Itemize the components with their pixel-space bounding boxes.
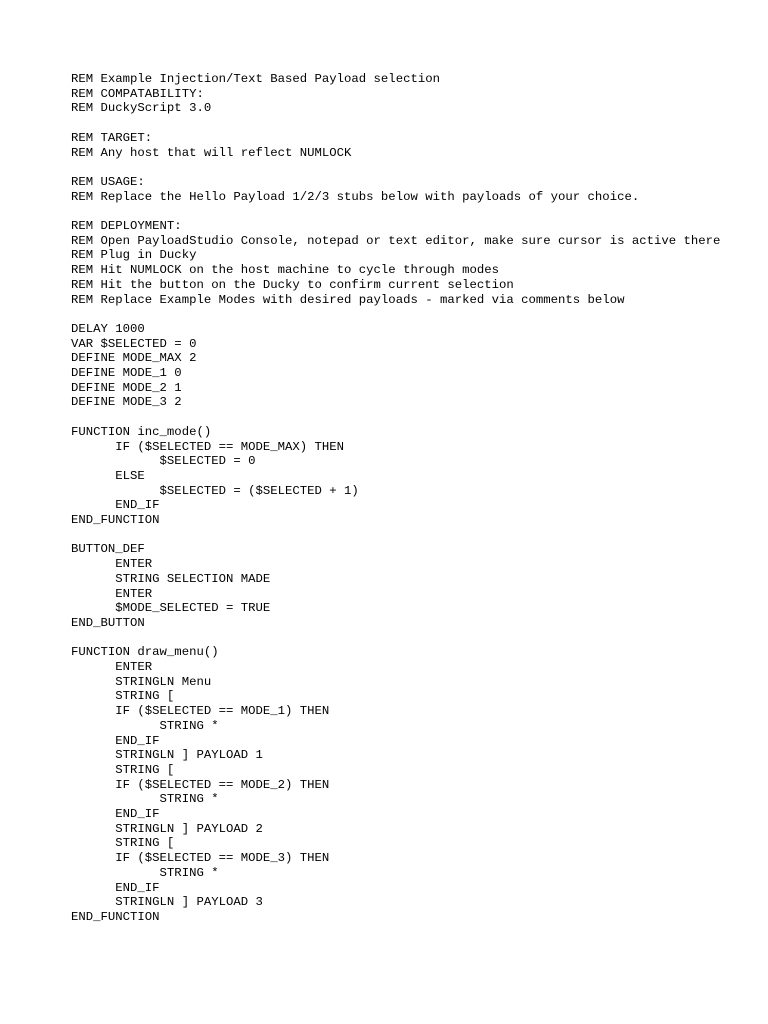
script-line: END_IF [71,807,160,822]
script-text [71,72,731,925]
script-line: ENTER [71,586,153,601]
script-line: REM USAGE: [71,174,145,189]
script-line: REM Plug in Ducky [71,248,197,263]
script-line: FUNCTION draw_menu() [71,645,219,660]
script-line: STRING * [71,792,219,807]
document-page [71,72,731,925]
script-line: STRING [ [71,762,175,777]
blank-line [71,631,731,646]
script-line: REM Hit the button on the Ducky to confirm current selection [71,277,514,292]
script-line: STRING SELECTION MADE [71,571,271,586]
script-line: REM Hit NUMLOCK on the host machine to cycle through modes [71,263,500,278]
script-line: FUNCTION inc_mode() [71,424,212,439]
script-line: REM COMPATABILITY: [71,86,204,101]
blank-line [71,307,731,322]
script-line: REM Example Injection/Text Based Payload selection [71,72,440,86]
script-line: END_BUTTON [71,615,145,630]
script-line: DEFINE MODE_1 0 [71,366,182,380]
script-line: END_IF [71,498,160,513]
script-line: STRING * [71,865,219,880]
script-line: REM DEPLOYMENT: [71,218,182,233]
script-line: ENTER [71,660,153,675]
script-line: DEFINE MODE_MAX 2 [71,351,197,366]
script-line: STRINGLN ] PAYLOAD 3 [71,895,263,910]
script-line: REM Replace the Hello Payload 1/2/3 stubs below with payloads of your choice. [71,189,640,204]
script-line: DELAY 1000 [71,321,145,336]
script-line: IF ($SELECTED == MODE_2) THEN [71,777,330,792]
blank-line [71,116,731,131]
script-line: STRINGLN ] PAYLOAD 1 [71,748,263,763]
blank-line [71,160,731,175]
script-line: STRINGLN Menu [71,674,212,689]
script-line: ENTER [71,557,153,572]
script-line: IF ($SELECTED == MODE_3) THEN [71,851,330,866]
script-line: $SELECTED = 0 [71,454,256,469]
script-line: DEFINE MODE_2 1 [71,380,182,395]
script-line: VAR $SELECTED = 0 [71,336,197,351]
blank-line [71,204,731,219]
script-line: BUTTON_DEF [71,542,145,557]
script-line: STRING [ [71,689,175,704]
blank-line [71,528,731,543]
script-line: END_FUNCTION [71,513,160,528]
script-line: IF ($SELECTED == MODE_1) THEN [71,704,330,719]
script-line: STRING [ [71,836,175,851]
script-line: IF ($SELECTED == MODE_MAX) THEN [71,439,345,454]
script-line: ELSE [71,468,145,483]
script-line: DEFINE MODE_3 2 [71,395,182,410]
script-line: REM TARGET: [71,130,153,145]
script-line: STRINGLN ] PAYLOAD 2 [71,821,263,836]
blank-line [71,410,731,425]
script-line: $MODE_SELECTED = TRUE [71,601,271,616]
script-line: REM Open PayloadStudio Console, notepad or text editor, make sure cursor is active there [71,233,721,248]
script-line: END_IF [71,733,160,748]
script-line: REM Any host that will reflect NUMLOCK [71,145,352,160]
script-line: END_FUNCTION [71,909,160,924]
script-line: END_IF [71,880,160,895]
script-line: $SELECTED = ($SELECTED + 1) [71,483,359,498]
script-line: STRING * [71,718,219,733]
script-line: REM DuckyScript 3.0 [71,101,212,116]
script-line: REM Replace Example Modes with desired payloads - marked via comments below [71,292,625,307]
